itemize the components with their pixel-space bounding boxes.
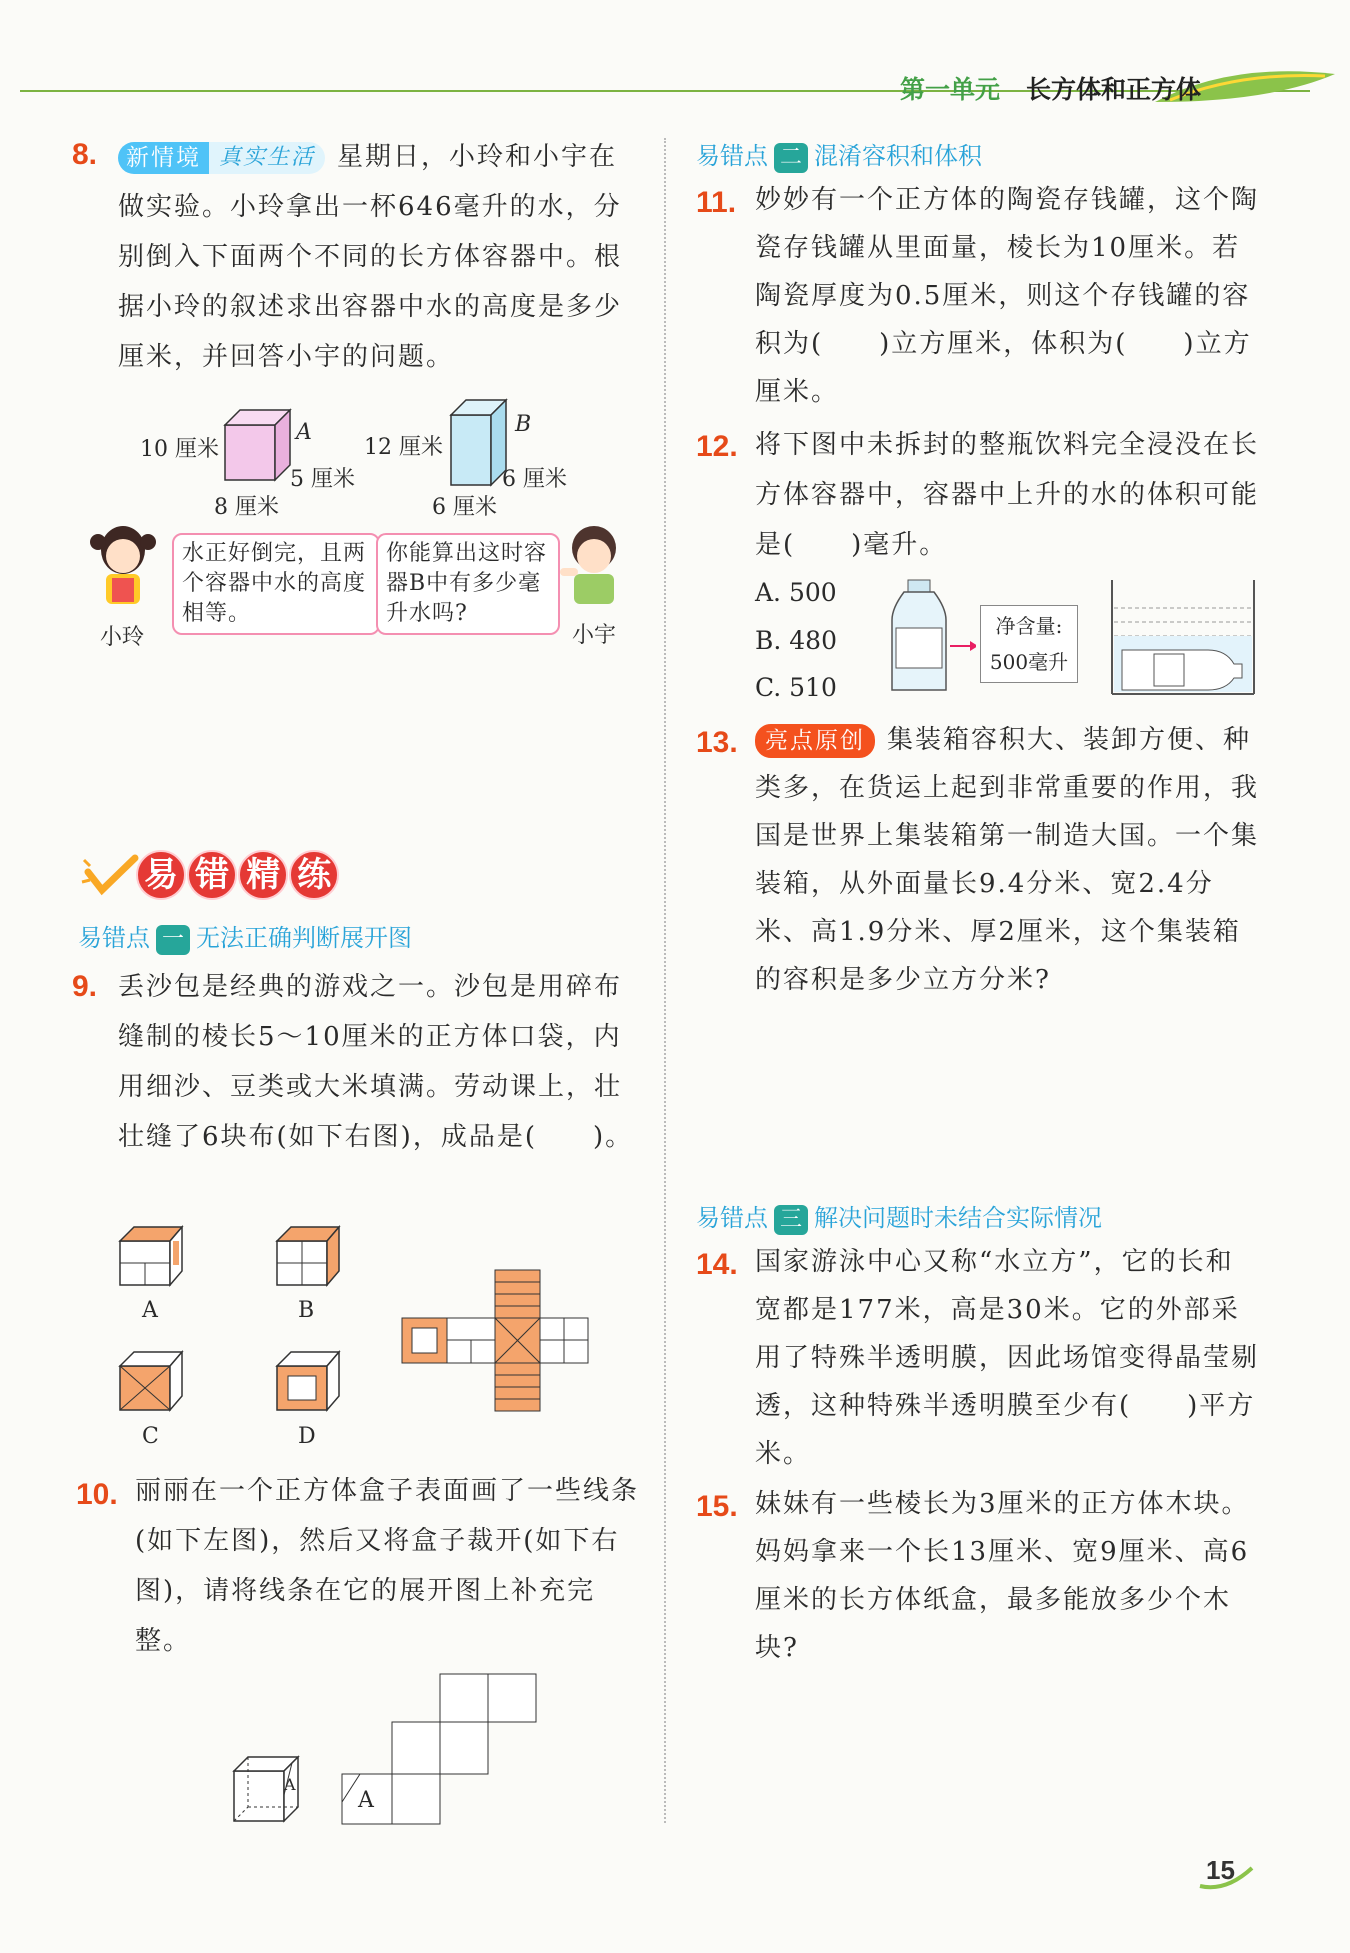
q12-option-b[interactable]: B. 480 bbox=[755, 626, 837, 655]
header-title bbox=[900, 70, 1201, 106]
net-content-title: 净含量: bbox=[995, 614, 1063, 638]
box-b-height: 12 厘米 bbox=[364, 435, 443, 460]
check-icon bbox=[80, 852, 140, 900]
section-1-text: 无法正确判断展开图 bbox=[196, 924, 413, 952]
q9-number: 9. bbox=[72, 970, 98, 1003]
box-a-height: 10 厘米 bbox=[140, 437, 219, 462]
section-3-num: 三 bbox=[774, 1205, 808, 1235]
option-b-label[interactable]: B bbox=[298, 1298, 315, 1323]
section-3-text: 解决问题时未结合实际情况 bbox=[814, 1204, 1103, 1232]
q10-net-label: A bbox=[358, 1788, 374, 1813]
column-divider bbox=[664, 138, 666, 1823]
section-2-text: 混淆容积和体积 bbox=[814, 142, 983, 170]
girl-speech-bubble: 水正好倒完，且两个容器中水的高度相等。 bbox=[172, 533, 380, 635]
q12-number: 12. bbox=[696, 430, 738, 463]
q13-number: 13. bbox=[696, 726, 738, 759]
girl-name: 小玲 bbox=[100, 625, 145, 650]
box-a-length: 8 厘米 bbox=[214, 495, 279, 520]
option-d-cube bbox=[275, 1350, 343, 1412]
q10-cube-label: A bbox=[284, 1775, 296, 1794]
section-char-2: 错 bbox=[187, 850, 237, 900]
bottle-icon bbox=[886, 578, 976, 698]
chapter-label: 长方体和正方体 bbox=[1026, 75, 1202, 104]
q8-tag-new: 新情境 bbox=[118, 142, 209, 174]
option-a-cube bbox=[118, 1225, 186, 1287]
box-b-name: B bbox=[515, 412, 532, 437]
q13-text: 集装箱容积大、装卸方便、种类多，在货运上起到非常重要的作用，我国是世界上集装箱第一制造大国。一个集装箱，从外面量长9.4分米、宽2.4分米、高1.9分米、厚2厘米，这个集装箱的容积是多少立方分米? bbox=[755, 725, 1260, 995]
section-1-prefix: 易错点 bbox=[78, 924, 150, 952]
section-3-prefix: 易错点 bbox=[696, 1204, 768, 1232]
q9-text: 丢沙包是经典的游戏之一。沙包是用碎布缝制的棱长5～10厘米的正方体口袋，内用细沙、豆类或大米填满。劳动课上，壮壮缝了6块布(如下右图)，成品是( )。 bbox=[118, 972, 634, 1152]
option-a-label[interactable]: A bbox=[142, 1298, 158, 1323]
q15-number: 15. bbox=[696, 1490, 738, 1523]
option-c-cube bbox=[118, 1350, 186, 1412]
boy-speech-bubble: 你能算出这时容器B中有多少毫升水吗? bbox=[376, 533, 560, 635]
q13-text-block bbox=[755, 716, 1260, 1004]
option-d-label[interactable]: D bbox=[298, 1424, 316, 1449]
q10-text: 丽丽在一个正方体盒子表面画了一些线条(如下左图)，然后又将盒子裁开(如下右图)，请将线条在它的展开图上补充完整。 bbox=[135, 1476, 640, 1656]
option-b-cube bbox=[275, 1225, 343, 1287]
section-2-title bbox=[696, 136, 982, 173]
box-a-width: 5 厘米 bbox=[290, 467, 355, 492]
q9-fabric-net bbox=[400, 1268, 590, 1413]
q8-tag-life: 真实生活 bbox=[209, 142, 325, 174]
box-a-figure bbox=[220, 405, 300, 485]
net-content-label bbox=[980, 605, 1078, 683]
boy-name: 小宇 bbox=[572, 623, 617, 648]
q10-number: 10. bbox=[76, 1478, 118, 1511]
q8-number: 8. bbox=[72, 138, 98, 171]
q12-option-c[interactable]: C. 510 bbox=[755, 673, 837, 702]
box-a-name: A bbox=[296, 420, 312, 445]
net-content-value: 500毫升 bbox=[989, 650, 1069, 674]
section-2-num: 二 bbox=[774, 143, 808, 173]
section-heading bbox=[140, 850, 339, 900]
option-c-label[interactable]: C bbox=[142, 1424, 159, 1449]
section-2-prefix: 易错点 bbox=[696, 142, 768, 170]
girl-avatar bbox=[88, 520, 158, 615]
unit-label: 第一单元 bbox=[900, 75, 1001, 104]
q15-text: 妹妹有一些棱长为3厘米的正方体木块。妈妈拿来一个长13厘米、宽9厘米、高6厘米的长方体纸盒，最多能放多少个木块? bbox=[755, 1489, 1250, 1663]
section-char-3: 精 bbox=[238, 850, 288, 900]
q13-tag: 亮点原创 bbox=[755, 724, 875, 758]
q8-text: 星期日，小玲和小宇在做实验。小玲拿出一杯646毫升的水，分别倒入下面两个不同的长方体容器中。根据小玲的叙述求出容器中水的高度是多少厘米，并回答小宇的问题。 bbox=[118, 142, 623, 372]
boy-avatar bbox=[552, 518, 632, 613]
q14-text: 国家游泳中心又称“水立方”，它的长和宽都是177米，高是30米。它的外部采用了特殊半透明膜，因此场馆变得晶莹剔透，这种特殊半透明膜至少有( )平方米。 bbox=[755, 1247, 1260, 1469]
section-char-4: 练 bbox=[289, 850, 339, 900]
section-3-title bbox=[696, 1198, 1102, 1235]
q14-number: 14. bbox=[696, 1248, 738, 1281]
box-b-length: 6 厘米 bbox=[432, 495, 497, 520]
box-b-width: 6 厘米 bbox=[502, 467, 567, 492]
container-with-bottle bbox=[1108, 578, 1258, 698]
q11-text: 妙妙有一个正方体的陶瓷存钱罐，这个陶瓷存钱罐从里面量，棱长为10厘米。若陶瓷厚度为0.5厘米，则这个存钱罐的容积为( )立方厘米，体积为( )立方厘米。 bbox=[755, 185, 1260, 407]
section-char-1: 易 bbox=[136, 850, 186, 900]
section-1-num: 一 bbox=[156, 925, 190, 955]
q12-text: 将下图中未拆封的整瓶饮料完全浸没在长方体容器中，容器中上升的水的体积可能是( )毫升。 bbox=[755, 430, 1260, 560]
q12-option-a[interactable]: A. 500 bbox=[755, 578, 837, 607]
q11-number: 11. bbox=[696, 186, 737, 219]
page-number: 15 bbox=[1206, 1855, 1235, 1885]
q8-text-block bbox=[118, 132, 638, 382]
section-1-title bbox=[78, 918, 412, 955]
